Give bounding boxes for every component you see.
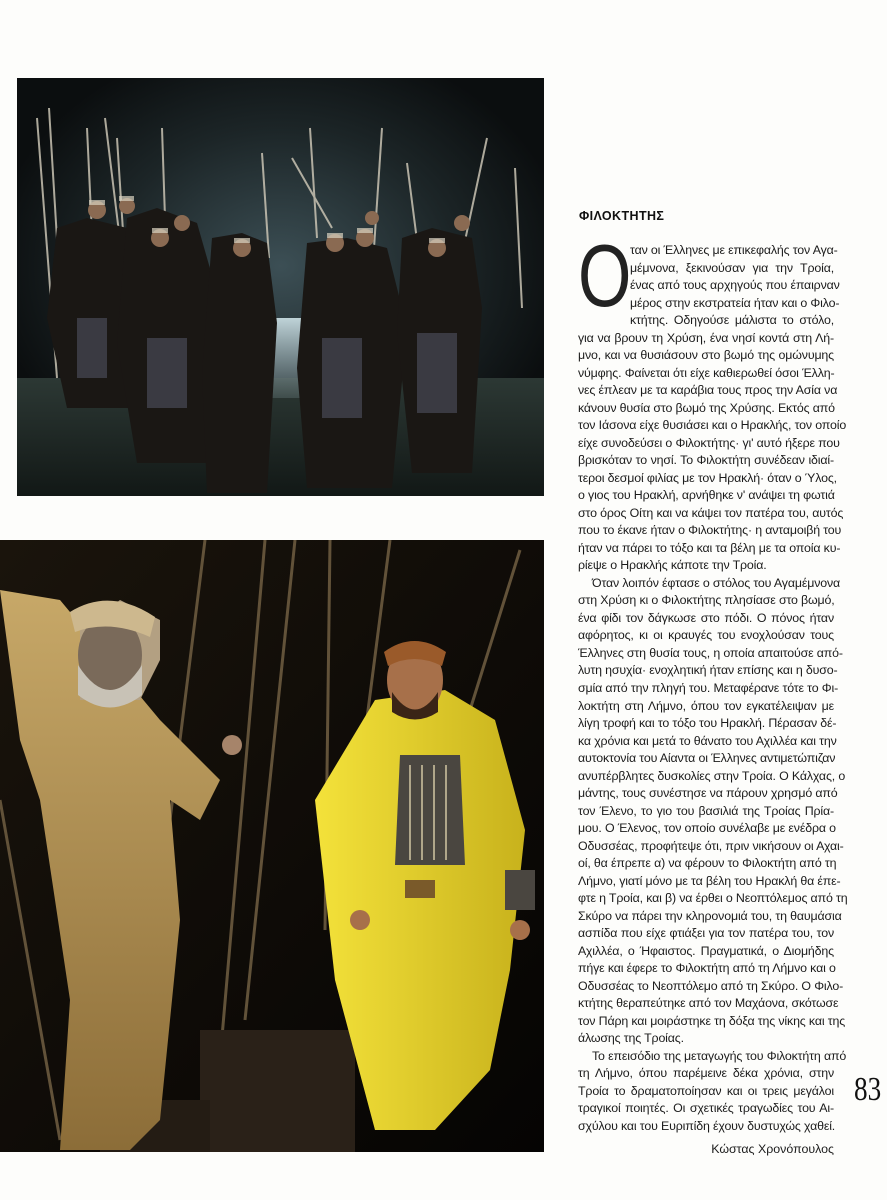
article-line: Έλληνες στη θυσία τους, η οποία απαιτούσε από- xyxy=(578,646,843,660)
article-line: λυτη ησυχία· ενοχλητική ήταν επίσης και η δυσο- xyxy=(578,663,838,677)
article-line: μνο, και να θυσιάσουν στο βωμό της ομώνυμης xyxy=(578,348,834,362)
article-line: βρισκόταν το νησί. Το Φιλοκτήτη συνέδεαν ιδιαί- xyxy=(578,453,834,467)
page-number: 83 xyxy=(854,1071,882,1108)
article-line: λίγη τροφή και το τόξο του Ηρακλή. Πέρασαν δέ- xyxy=(578,716,837,730)
article-line: Αχιλλέα, ο Ήφαιστος. Πραγματικά, ο Διομήδης xyxy=(578,944,834,958)
article-line: μου. Ο Έλενος, τον οποίο συνέλαβε με ενέδρα ο xyxy=(578,821,836,835)
article-line: τραγικοί ποιητές. Οι σχετικές τραγωδίες του Αι- xyxy=(578,1101,834,1115)
article-line: φτε η Τροία, και β) να έρθει ο Νεοπτόλεμος από τη xyxy=(578,891,848,905)
article-line: είχε συνοδεύσει ο Φιλοκτήτης· γι' αυτό ήξερε που xyxy=(578,436,840,450)
article-line: Το επεισόδιο της μεταγωγής του Φιλοκτήτη από xyxy=(592,1049,847,1063)
article-line: στη Χρύση κι ο Φιλοκτήτης πλησίασε στο βωμό, xyxy=(578,593,835,607)
article-line: κάνουν θυσία στο βωμό της Χρύσης. Εκτός από xyxy=(578,401,835,415)
article-line: Σκύρο να πάρει την κληρονομιά του, τη θαυμάσια xyxy=(578,909,842,923)
article-line: αφόρητος, κι οι κραυγές του ενοχλούσαν τους xyxy=(578,628,834,642)
article-line: ταν οι Έλληνες με επικεφαλής τον Αγα- xyxy=(630,243,838,257)
article-line: τον Πάρη και μοιράστηκε τη δόξα της νίκης και της xyxy=(578,1014,846,1028)
article-line: για να βρουν τη Χρύση, ένα νησί κοντά στη Λή- xyxy=(578,331,834,345)
article-line: σμία από την πληγή του. Μεταφέρανε τότε το Φι- xyxy=(578,681,839,695)
article-line: τη Λήμνο, όπου παρέμεινε δέκα χρόνια, στην xyxy=(578,1066,834,1080)
article-line: κτήτης. Οδηγούσε μάλιστα το στόλο, xyxy=(630,313,834,327)
article-line: στο όρος Οίτη και να κάψει τον πατέρα του, αυτός xyxy=(578,506,844,520)
article-line: Οδυσσέας το Νεοπτόλεμο από τη Σκύρο. Ο Φιλο- xyxy=(578,979,844,993)
article-line: νύμφης. Φαίνεται ότι είχε καθιερωθεί όσοι Έλλη- xyxy=(578,366,835,380)
article-line: ένας από τους αρχηγούς που έπαιρναν xyxy=(630,278,840,292)
drop-cap: Ο xyxy=(578,226,632,325)
article-line: αυτοκτονία του Αίαντα οι Έλληνες αντιμετώπιζαν xyxy=(578,751,836,765)
article-line: μέρος στην εκστρατεία ήταν και ο Φιλο- xyxy=(630,296,840,310)
article-line: ένα φίδι τον δάγκωσε στο πόδι. Ο πόνος ήταν xyxy=(578,611,834,625)
article-line: που το έκανε ήταν ο Φιλοκτήτης· η ανταμοιβή του xyxy=(578,523,842,537)
article-line: Οδυσσέας, προφήτεψε ότι, πριν νικήσουν οι Αχαι- xyxy=(578,839,844,853)
article-line: σχύλου και του Ευριπίδη έχουν δυστυχώς χαθεί. xyxy=(578,1119,836,1133)
philoctetes-neoptolemus-photo xyxy=(0,540,544,1152)
article-line: ασπίδα που είχε φτιάξει για τον πατέρα του, τον xyxy=(578,926,834,940)
article-line: μάντης, τους συνέστησε να πάρουν χρησμό από xyxy=(578,786,838,800)
article-line: τεροι δεσμοί φιλίας με τον Ηρακλή· όταν ο Ύλος, xyxy=(578,471,837,485)
chorus-warriors-photo xyxy=(17,78,544,496)
article-line: Τροία το δραματοποίησαν και οι τρεις μεγάλοι xyxy=(578,1084,834,1098)
article-line: νες έπλεαν με τα καράβια τους προς την Ασία να xyxy=(578,383,838,397)
article-line: τον Ιάσονα είχε θυσιάσει και ο Ηρακλής, τον οποίο xyxy=(578,418,847,432)
article-line: τον Έλενο, το γιο του βασιλιά της Τροίας Πρία- xyxy=(578,804,834,818)
article-line: ο γιος του Ηρακλή, αρνήθηκε ν' ανάψει τη φωτιά xyxy=(578,488,835,502)
article-line: Λήμνο, γιατί μόνο με τα βέλη του Ηρακλή θα έπε- xyxy=(578,874,841,888)
article-line: κτήτης θεραπεύτηκε από τον Μαχάονα, σκότωσε xyxy=(578,996,839,1010)
article-line: ήταν να πάρει το τόξο και τα βέλη με τα οποία κυ- xyxy=(578,541,841,555)
author-byline: Κώστας Χρονόπουλος xyxy=(711,1142,834,1156)
article-heading: ΦΙΛΟΚΤΗΤΗΣ xyxy=(579,209,665,223)
article-line: άλωσης της Τροίας. xyxy=(578,1031,684,1045)
article-line: ανυπέρβλητες δυσκολίες στην Τροία. Ο Κάλχας, ο xyxy=(578,769,846,783)
article-line: κα χρόνια και μετά το θάνατο του Αχιλλέα και την xyxy=(578,734,837,748)
article-line: λοκτήτη στη Λήμνο, όπου τον εγκατέλειψαν με xyxy=(578,699,834,713)
article-line: οί, θα έπρεπε α) να φέρουν το Φιλοκτήτη από τη xyxy=(578,856,837,870)
article-line: ρίεψε ο Ηρακλής κάποτε την Τροία. xyxy=(578,558,767,572)
article-line: μέμνονα, ξεκινούσαν για την Τροία, xyxy=(630,261,834,275)
article-line: Όταν λοιπόν έφτασε ο στόλος του Αγαμέμνονα xyxy=(592,576,841,590)
article-line: πήγε και έφερε το Φιλοκτήτη από τη Λήμνο και ο xyxy=(578,961,836,975)
